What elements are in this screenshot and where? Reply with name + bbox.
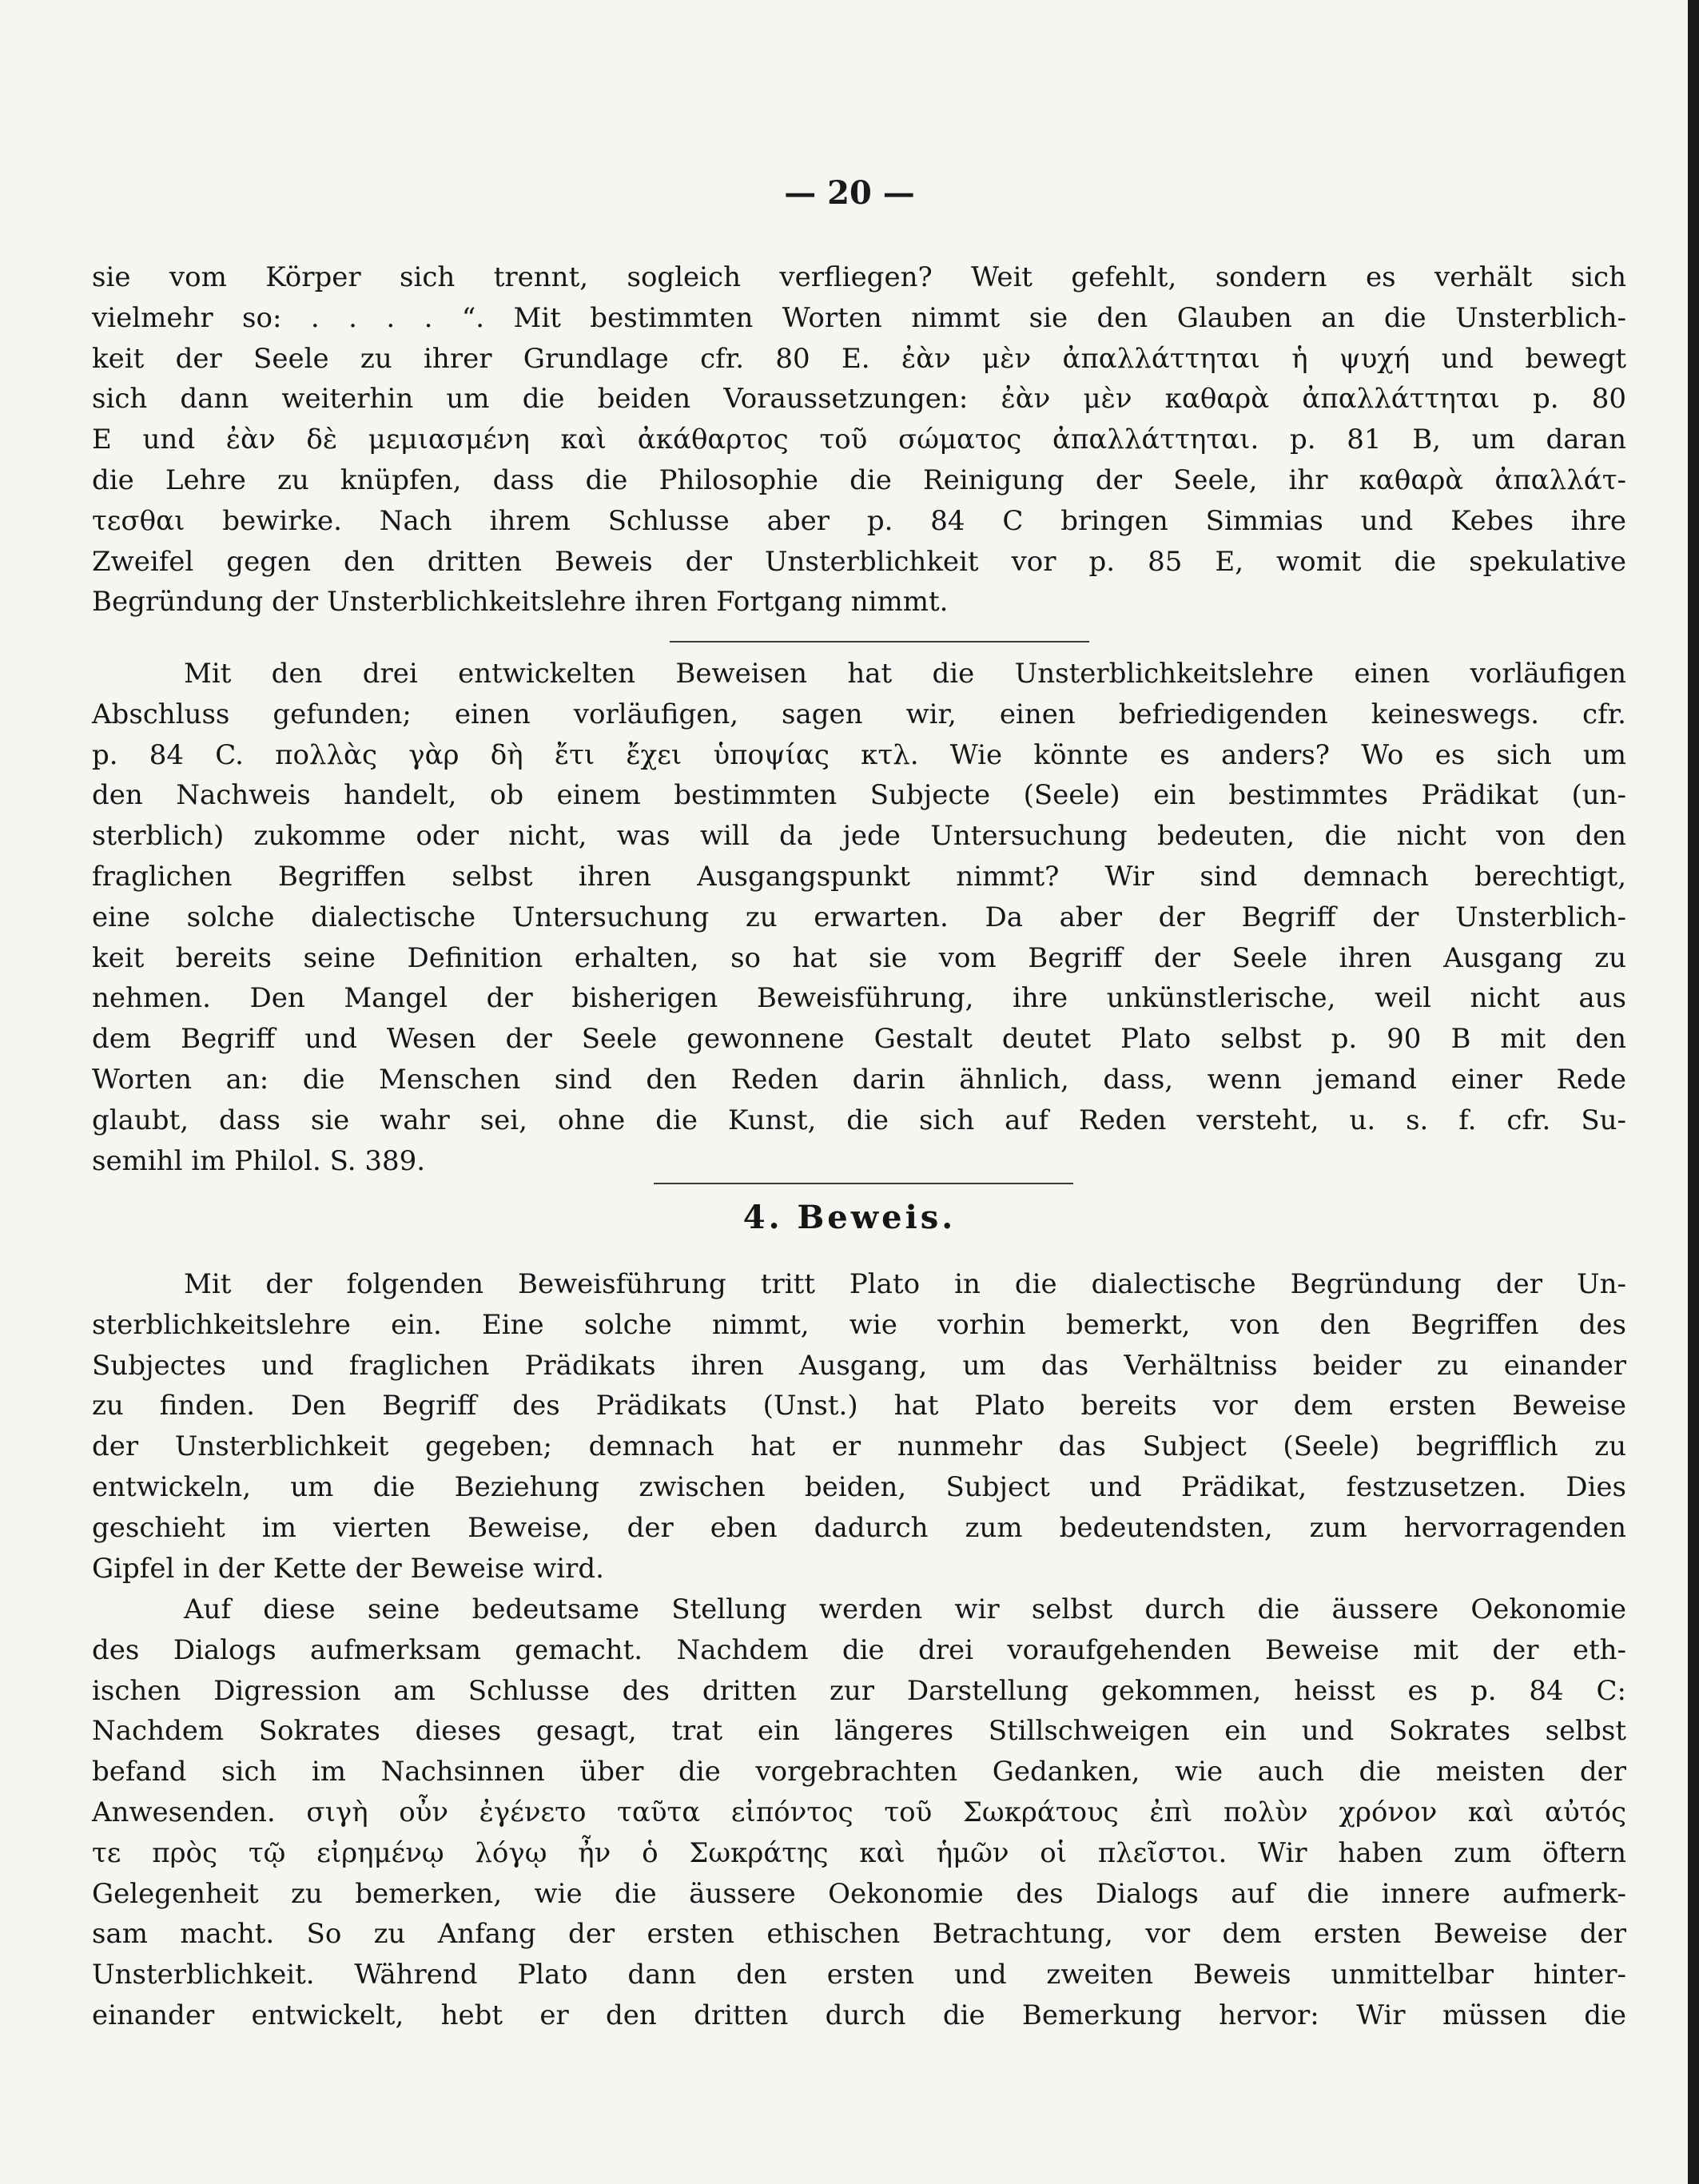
text-line: p. 84 C. πολλὰς γὰρ δὴ ἔτι ἔχει ὑποψίας κτλ. Wie könnte es anders? Wo es sich um: [92, 738, 1626, 771]
text-line: semihl im Philol. S. 389.: [92, 1144, 426, 1177]
page-number: — 20 —: [784, 174, 915, 212]
text-line: Gipfel in der Kette der Beweise wird.: [92, 1552, 604, 1585]
text-line: sich dann weiterhin um die beiden Voraussetzungen: ἐὰν μὲν καθαρὰ ἀπαλλάττηται p. 80: [92, 383, 1626, 416]
text-line: Mit den drei entwickelten Beweisen hat die Unsterblichkeitslehre einen vorläufigen: [184, 658, 1626, 690]
text-line: zu finden. Den Begriff des Prädikats (Unst.) hat Plato bereits vor dem ersten Beweise: [92, 1390, 1626, 1422]
text-line: sam macht. So zu Anfang der ersten ethischen Betrachtung, vor dem ersten Beweise der: [92, 1918, 1626, 1951]
section-divider: [654, 1183, 1073, 1184]
paragraph-economy: [92, 1589, 1626, 2036]
paragraph-three-proofs: [92, 654, 1626, 1181]
text-line: die Lehre zu knüpfen, dass die Philosophie die Reinigung der Seele, ihr καθαρὰ ἀπαλλάτ-: [92, 463, 1626, 496]
text-line: Zweifel gegen den dritten Beweis der Unsterblichkeit vor p. 85 E, womit die spekulative: [92, 545, 1626, 578]
text-line: Auf diese seine bedeutsame Stellung werden wir selbst durch die äussere Oekonomie: [184, 1593, 1626, 1625]
text-line: ischen Digression am Schlusse des dritten zur Darstellung gekommen, heisst es p. 84 C:: [92, 1674, 1626, 1707]
section-divider: [670, 641, 1089, 642]
text-line: Subjectes und fraglichen Prädikats ihren Ausgang, um das Verhältniss beider zu einander: [92, 1349, 1626, 1382]
text-line: glaubt, dass sie wahr sei, ohne die Kunst, die sich auf Reden versteht, u. s. f. cfr. Su-: [92, 1104, 1626, 1136]
text-line: Gelegenheit zu bemerken, wie die äussere Oekonomie des Dialogs auf die innere aufmerk-: [92, 1877, 1626, 1910]
text-line: keit der Seele zu ihrer Grundlage cfr. 80 E. ἐὰν μὲν ἀπαλλάττηται ἡ ψυχή und bewegt: [92, 342, 1626, 375]
text-line: τε πρὸς τῷ εἰρημένῳ λόγῳ ἦν ὁ Σωκράτης καὶ ἡμῶν οἱ πλεῖστοι. Wir haben zum öftern: [92, 1836, 1626, 1869]
text-line: Worten an: die Menschen sind den Reden darin ähnlich, dass, wenn jemand einer Rede: [92, 1063, 1626, 1096]
paragraph-continuation: [92, 257, 1626, 623]
text-line: Begründung der Unsterblichkeitslehre ihren Fortgang nimmt.: [92, 586, 949, 619]
text-line: Anwesenden. σιγὴ οὖν ἐγένετο ταῦτα εἰπόντος τοῦ Σωκράτους ἐπὶ πολὺν χρόνον καὶ αὐτός: [92, 1796, 1626, 1828]
text-line: τεσθαι bewirke. Nach ihrem Schlusse aber p. 84 C bringen Simmias und Kebes ihre: [92, 504, 1626, 537]
text-line: entwickeln, um die Beziehung zwischen beiden, Subject und Prädikat, festzusetzen. Dies: [92, 1470, 1626, 1503]
text-line: Mit der folgenden Beweisführung tritt Plato in die dialectische Begründung der Un-: [184, 1268, 1626, 1300]
text-line: fraglichen Begriffen selbst ihren Ausgangspunkt nimmt? Wir sind demnach berechtigt,: [92, 860, 1626, 893]
text-line: eine solche dialectische Untersuchung zu erwarten. Da aber der Begriff der Unsterblich-: [92, 901, 1626, 933]
text-line: einander entwickelt, hebt er den dritten durch die Bemerkung hervor: Wir müssen die: [92, 1999, 1626, 2031]
paragraph-fourth-proof: [92, 1264, 1626, 1589]
text-line: E und ἐὰν δὲ μεμιασμένη καὶ ἀκάθαρτος τοῦ σώματος ἀπαλλάττηται. p. 81 B, um daran: [92, 424, 1626, 456]
text-line: Abschluss gefunden; einen vorläufigen, sagen wir, einen befriedigenden keineswegs. cfr.: [92, 698, 1626, 730]
text-line: keit bereits seine Definition erhalten, so hat sie vom Begriff der Seele ihren Ausgang zu: [92, 941, 1626, 974]
text-line: Nachdem Sokrates dieses gesagt, trat ein längeres Stillschweigen ein und Sokrates selbst: [92, 1715, 1626, 1748]
text-line: der Unsterblichkeit gegeben; demnach hat er nunmehr das Subject (Seele) begrifflich zu: [92, 1430, 1626, 1463]
text-line: den Nachweis handelt, ob einem bestimmten Subjecte (Seele) ein bestimmtes Prädikat (un-: [92, 779, 1626, 812]
text-line: Unsterblichkeit. Während Plato dann den ersten und zweiten Beweis unmittelbar hinter-: [92, 1959, 1626, 1991]
section-heading: 4. Beweis.: [742, 1199, 957, 1236]
text-line: befand sich im Nachsinnen über die vorgebrachten Gedanken, wie auch die meisten der: [92, 1756, 1626, 1788]
text-line: dem Begriff und Wesen der Seele gewonnene Gestalt deutet Plato selbst p. 90 B mit den: [92, 1023, 1626, 1056]
text-line: des Dialogs aufmerksam gemacht. Nachdem die drei voraufgehenden Beweise mit der eth-: [92, 1633, 1626, 1666]
page-edge-shadow: [1688, 0, 1699, 2184]
text-line: nehmen. Den Mangel der bisherigen Beweisführung, ihre unkünstlerische, weil nicht aus: [92, 982, 1626, 1015]
text-line: geschieht im vierten Beweise, der eben dadurch zum bedeutendsten, zum hervorragenden: [92, 1511, 1626, 1544]
text-line: vielmehr so: . . . . “. Mit bestimmten Worten nimmt sie den Glauben an die Unsterblich-: [92, 301, 1626, 334]
text-line: sie vom Körper sich trennt, sogleich verfliegen? Weit gefehlt, sondern es verhält sich: [92, 261, 1626, 293]
text-line: sterblich) zukomme oder nicht, was will da jede Untersuchung bedeuten, die nicht von den: [92, 820, 1626, 853]
text-line: sterblichkeitslehre ein. Eine solche nimmt, wie vorhin bemerkt, von den Begriffen des: [92, 1308, 1626, 1341]
